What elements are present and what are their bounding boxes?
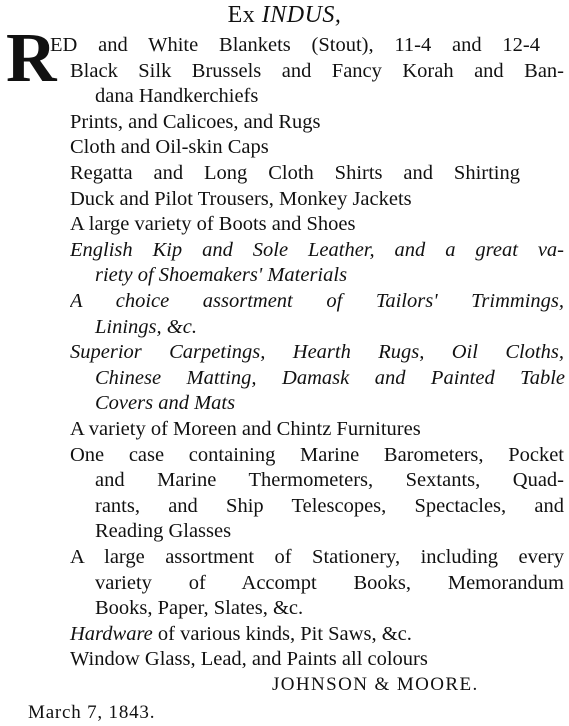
list-line: Chinese Matting, Damask and Painted Table (95, 366, 565, 389)
list-line: and Marine Thermometers, Sextants, Quad- (95, 469, 564, 492)
list-line: Duck and Pilot Trousers, Monkey Jackets (70, 187, 412, 210)
list-line: variety of Accompt Books, Memorandum (95, 571, 564, 594)
list-line: Books, Paper, Slates, &c. (95, 597, 304, 620)
list-line: rants, and Ship Telescopes, Spectacles, and (95, 494, 564, 517)
list-line: Superior Carpetings, Hearth Rugs, Oil Cloths, (70, 341, 564, 364)
list-line-part: of various kinds, Pit Saws, &c. (152, 622, 412, 645)
list-line: riety of Shoemakers' Materials (95, 264, 348, 287)
list-line: A large assortment of Stationery, including every (70, 546, 564, 568)
list-line: Window Glass, Lead, and Paints all colours (70, 648, 428, 671)
list-line: Cloth and Oil-skin Caps (70, 136, 269, 159)
list-line: English Kip and Sole Leather, and a great va- (70, 238, 564, 261)
list-line: dana Handkerchiefs (95, 85, 259, 108)
list-line: Black Silk Brussels and Fancy Korah and Ban- (70, 59, 564, 82)
ship-heading (0, 0, 569, 30)
list-line-part: Hardware (70, 622, 153, 645)
list-line (70, 622, 412, 648)
list-line: Reading Glasses (95, 520, 232, 543)
list-line: Covers and Mats (95, 392, 236, 415)
list-line: Regatta and Long Cloth Shirts and Shirting (70, 162, 520, 184)
advert-date: March 7, 1843. (28, 702, 156, 723)
list-line: ED and White Blankets (Stout), 11-4 and 12-4 (50, 34, 540, 56)
list-line: Prints, and Calicoes, and Rugs (70, 110, 321, 133)
list-line: One case containing Marine Barometers, Pocket (70, 443, 564, 466)
heading-prefix: Ex (227, 2, 256, 28)
list-line: A variety of Moreen and Chintz Furnitures (70, 418, 421, 440)
list-line: A large variety of Boots and Shoes (70, 213, 356, 236)
merchant-signature: JOHNSON & MOORE. (272, 674, 479, 695)
ship-name: INDUS, (261, 2, 342, 28)
drop-cap: R (6, 20, 57, 97)
list-line: A choice assortment of Tailors' Trimmings, (70, 290, 564, 312)
list-line: Linings, &c. (95, 315, 197, 338)
